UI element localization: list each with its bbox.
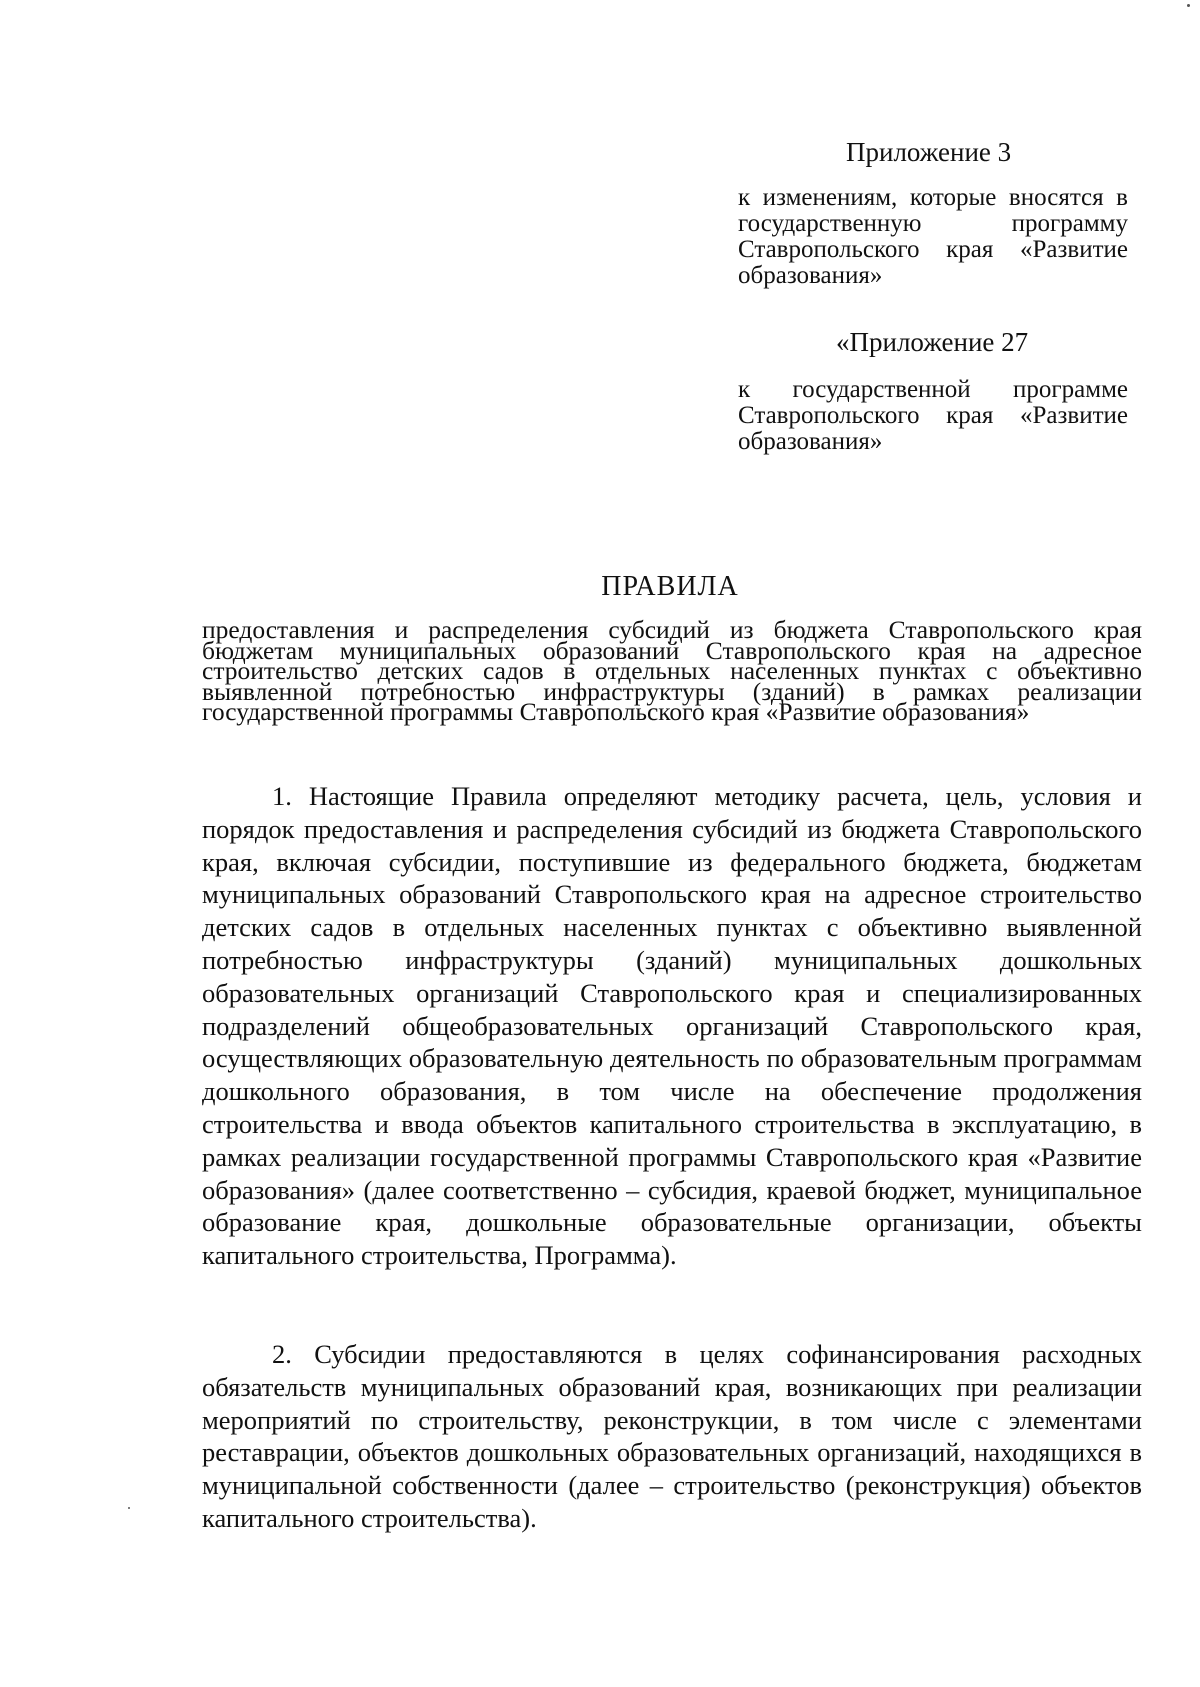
appendix-text: к изменениям, которые вносятся в государственную программу Ставропольского края «Развитие образования»: [738, 184, 1128, 289]
appendix2-text: к государственной программе Ставропольского края «Развитие образования»: [738, 376, 1128, 455]
document-title: ПРАВИЛА: [601, 571, 739, 602]
scan-speck: [128, 1507, 130, 1509]
scan-speck: [1187, 4, 1190, 7]
appendix2-label: «Приложение 27: [836, 327, 1029, 357]
document-subtitle: предоставления и распределения субсидий из бюджета Ставропольского края бюджетам муниципальных образований Ставропольского края на адресное строительство детских садов в отдельных населенных пунктах с объективно выявленной потребностью инфраструктуры (зданий) в рамках реализации государственной программы Ставропольского края «Развитие образования»: [202, 615, 1142, 726]
paragraph-2: 2. Субсидии предоставляются в целях софинансирования расходных обязательств муниципальных образований края, возникающих при реализации мероприятий по строительству, реконструкции, в том числе с элементами реставрации, объектов дошкольных образовательных организаций, находящихся в муниципальной собственности (далее – строительство (реконструкция) объектов капитального строительства).: [202, 1339, 1142, 1533]
appendix-label: Приложение 3: [846, 137, 1012, 167]
paragraph-1: 1. Настоящие Правила определяют методику расчета, цель, условия и порядок предоставления и распределения субсидий из бюджета Ставропольского края, включая субсидии, поступившие из федерального бюджета, бюджетам муниципальных образований Ставропольского края на адресное строительство детских садов в отдельных населенных пунктах с объективно выявленной потребностью инфраструктуры (зданий) муниципальных дошкольных образовательных организаций Ставропольского края и специализированных подразделений общеобразовательных организаций Ставропольского края, осуществляющих образовательную деятельность по образовательным программам дошкольного образования, в том числе на обеспечение продолжения строительства и ввода объектов капитального строительства в эксплуатацию, в рамках реализации государственной программы Ставропольского края «Развитие образования» (далее соответственно – субсидия, краевой бюджет, муниципальное образование края, дошкольные образовательные организации, объекты капитального строительства, Программа).: [202, 781, 1142, 1271]
